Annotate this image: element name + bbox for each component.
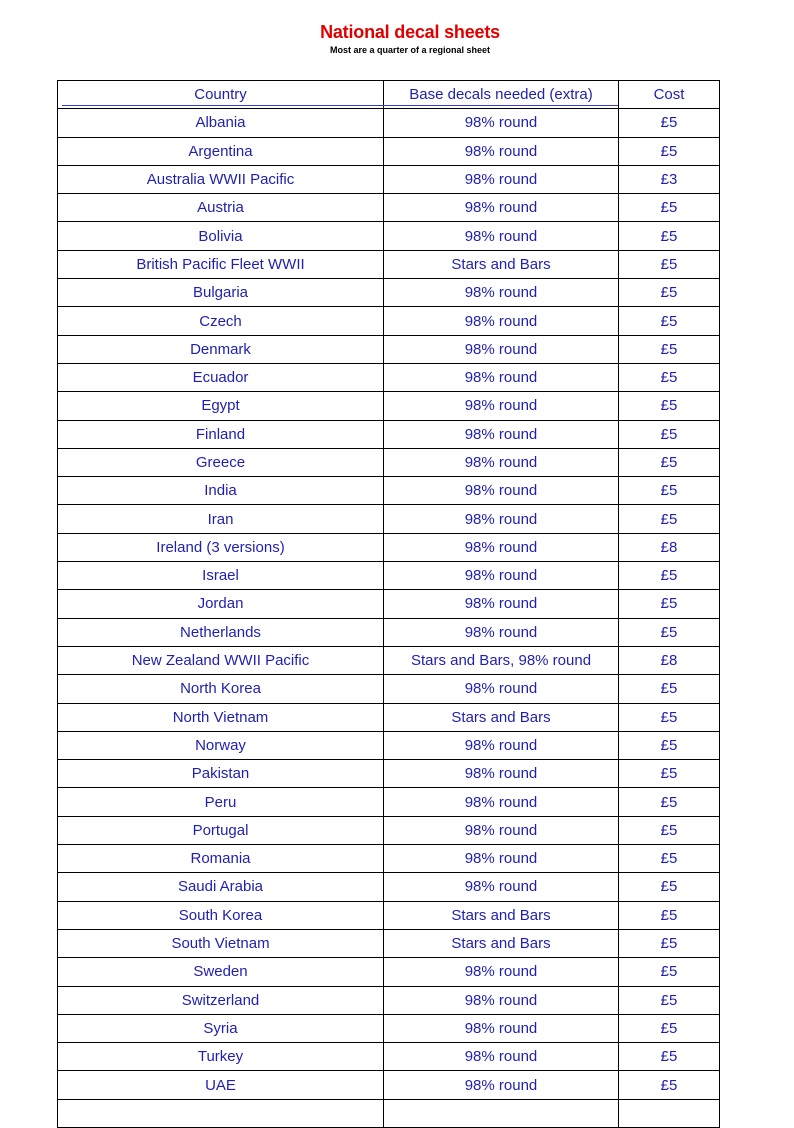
column-header-country: Country bbox=[58, 81, 384, 109]
cell-base-decals: 98% round bbox=[384, 222, 619, 250]
cell-country: Ecuador bbox=[58, 363, 384, 391]
cell-cost: £5 bbox=[619, 901, 720, 929]
cell-cost: £8 bbox=[619, 646, 720, 674]
cell-cost: £5 bbox=[619, 279, 720, 307]
cell-cost: £5 bbox=[619, 505, 720, 533]
cell-base-decals: Stars and Bars bbox=[384, 929, 619, 957]
table-row bbox=[58, 986, 720, 1014]
header-underline bbox=[62, 105, 618, 106]
cell-cost: £5 bbox=[619, 250, 720, 278]
table-row bbox=[58, 137, 720, 165]
cell-base-decals: 98% round bbox=[384, 675, 619, 703]
cell-country: Greece bbox=[58, 448, 384, 476]
cell-cost: £5 bbox=[619, 109, 720, 137]
column-header-base-decals: Base decals needed (extra) bbox=[384, 81, 619, 109]
cell-cost: £5 bbox=[619, 307, 720, 335]
cell-country: North Korea bbox=[58, 675, 384, 703]
cell-cost: £5 bbox=[619, 845, 720, 873]
table-row bbox=[58, 533, 720, 561]
cell-base-decals: 98% round bbox=[384, 109, 619, 137]
cell-cost: £5 bbox=[619, 929, 720, 957]
cell-country: Egypt bbox=[58, 392, 384, 420]
cell-country bbox=[58, 1099, 384, 1127]
cell-cost: £5 bbox=[619, 562, 720, 590]
table-row bbox=[58, 901, 720, 929]
table-row bbox=[58, 958, 720, 986]
table-row bbox=[58, 392, 720, 420]
cell-cost bbox=[619, 1099, 720, 1127]
table-row bbox=[58, 1099, 720, 1127]
table-row bbox=[58, 335, 720, 363]
cell-base-decals: 98% round bbox=[384, 986, 619, 1014]
table-row bbox=[58, 675, 720, 703]
cell-cost: £5 bbox=[619, 194, 720, 222]
table-row bbox=[58, 363, 720, 391]
table-row bbox=[58, 279, 720, 307]
cell-base-decals: 98% round bbox=[384, 1014, 619, 1042]
cell-country: British Pacific Fleet WWII bbox=[58, 250, 384, 278]
cell-country: Norway bbox=[58, 731, 384, 759]
cell-country: South Vietnam bbox=[58, 929, 384, 957]
cell-base-decals: 98% round bbox=[384, 363, 619, 391]
cell-base-decals: 98% round bbox=[384, 533, 619, 561]
cell-country: Iran bbox=[58, 505, 384, 533]
page-subtitle: Most are a quarter of a regional sheet bbox=[329, 45, 491, 55]
cell-country: Peru bbox=[58, 788, 384, 816]
cell-cost: £5 bbox=[619, 788, 720, 816]
cell-base-decals: 98% round bbox=[384, 137, 619, 165]
table-row bbox=[58, 618, 720, 646]
table-row bbox=[58, 816, 720, 844]
cell-cost: £3 bbox=[619, 165, 720, 193]
cell-country: Israel bbox=[58, 562, 384, 590]
cell-country: Czech bbox=[58, 307, 384, 335]
table-row bbox=[58, 109, 720, 137]
page-title: National decal sheets bbox=[320, 22, 500, 42]
cell-country: India bbox=[58, 477, 384, 505]
cell-cost: £5 bbox=[619, 618, 720, 646]
table-row bbox=[58, 477, 720, 505]
cell-country: Jordan bbox=[58, 590, 384, 618]
table-row bbox=[58, 845, 720, 873]
cell-base-decals: Stars and Bars bbox=[384, 901, 619, 929]
cell-base-decals: 98% round bbox=[384, 307, 619, 335]
table-row bbox=[58, 250, 720, 278]
cell-cost: £5 bbox=[619, 222, 720, 250]
cell-country: Turkey bbox=[58, 1043, 384, 1071]
cell-cost: £5 bbox=[619, 477, 720, 505]
cell-base-decals: 98% round bbox=[384, 873, 619, 901]
cell-base-decals: 98% round bbox=[384, 845, 619, 873]
cell-country: Albania bbox=[58, 109, 384, 137]
table-row bbox=[58, 420, 720, 448]
table-row bbox=[58, 703, 720, 731]
cell-base-decals bbox=[384, 1099, 619, 1127]
cell-country: Netherlands bbox=[58, 618, 384, 646]
cell-country: Saudi Arabia bbox=[58, 873, 384, 901]
cell-cost: £5 bbox=[619, 392, 720, 420]
cell-country: Sweden bbox=[58, 958, 384, 986]
table-row bbox=[58, 562, 720, 590]
table-row bbox=[58, 165, 720, 193]
cell-base-decals: 98% round bbox=[384, 562, 619, 590]
cell-country: Finland bbox=[58, 420, 384, 448]
cell-base-decals: 98% round bbox=[384, 194, 619, 222]
cell-country: Bolivia bbox=[58, 222, 384, 250]
cell-base-decals: 98% round bbox=[384, 420, 619, 448]
cell-base-decals: 98% round bbox=[384, 477, 619, 505]
cell-country: South Korea bbox=[58, 901, 384, 929]
cell-cost: £5 bbox=[619, 1043, 720, 1071]
cell-country: North Vietnam bbox=[58, 703, 384, 731]
table-body bbox=[58, 109, 720, 1128]
cell-base-decals: 98% round bbox=[384, 448, 619, 476]
cell-base-decals: Stars and Bars, 98% round bbox=[384, 646, 619, 674]
cell-country: Bulgaria bbox=[58, 279, 384, 307]
cell-base-decals: 98% round bbox=[384, 788, 619, 816]
cell-cost: £5 bbox=[619, 986, 720, 1014]
table-row bbox=[58, 873, 720, 901]
cell-cost: £5 bbox=[619, 760, 720, 788]
column-header-cost: Cost bbox=[619, 81, 720, 109]
cell-country: Romania bbox=[58, 845, 384, 873]
table-row bbox=[58, 1014, 720, 1042]
cell-base-decals: 98% round bbox=[384, 816, 619, 844]
cell-base-decals: 98% round bbox=[384, 731, 619, 759]
cell-base-decals: 98% round bbox=[384, 760, 619, 788]
cell-country: Pakistan bbox=[58, 760, 384, 788]
cell-base-decals: 98% round bbox=[384, 1071, 619, 1099]
table-row bbox=[58, 505, 720, 533]
cell-base-decals: 98% round bbox=[384, 618, 619, 646]
cell-country: Syria bbox=[58, 1014, 384, 1042]
table-row bbox=[58, 646, 720, 674]
cell-cost: £5 bbox=[619, 448, 720, 476]
cell-country: Denmark bbox=[58, 335, 384, 363]
cell-base-decals: 98% round bbox=[384, 392, 619, 420]
cell-country: Portugal bbox=[58, 816, 384, 844]
cell-country: UAE bbox=[58, 1071, 384, 1099]
cell-cost: £5 bbox=[619, 703, 720, 731]
table-row bbox=[58, 1071, 720, 1099]
cell-base-decals: Stars and Bars bbox=[384, 703, 619, 731]
cell-base-decals: 98% round bbox=[384, 279, 619, 307]
cell-country: Australia WWII Pacific bbox=[58, 165, 384, 193]
cell-base-decals: 98% round bbox=[384, 958, 619, 986]
table-row bbox=[58, 194, 720, 222]
cell-base-decals: 98% round bbox=[384, 335, 619, 363]
cell-cost: £5 bbox=[619, 958, 720, 986]
cell-cost: £5 bbox=[619, 335, 720, 363]
cell-country: Ireland (3 versions) bbox=[58, 533, 384, 561]
cell-base-decals: 98% round bbox=[384, 505, 619, 533]
cell-base-decals: 98% round bbox=[384, 1043, 619, 1071]
cell-base-decals: 98% round bbox=[384, 590, 619, 618]
cell-cost: £5 bbox=[619, 675, 720, 703]
cell-base-decals: Stars and Bars bbox=[384, 250, 619, 278]
cell-base-decals: 98% round bbox=[384, 165, 619, 193]
decal-price-table bbox=[57, 80, 720, 1128]
table-row bbox=[58, 760, 720, 788]
cell-cost: £5 bbox=[619, 816, 720, 844]
table-row bbox=[58, 222, 720, 250]
table-row bbox=[58, 448, 720, 476]
table-row bbox=[58, 731, 720, 759]
cell-cost: £8 bbox=[619, 533, 720, 561]
cell-country: Switzerland bbox=[58, 986, 384, 1014]
table-row bbox=[58, 929, 720, 957]
cell-country: Austria bbox=[58, 194, 384, 222]
cell-cost: £5 bbox=[619, 1071, 720, 1099]
table-row bbox=[58, 307, 720, 335]
cell-cost: £5 bbox=[619, 731, 720, 759]
cell-country: New Zealand WWII Pacific bbox=[58, 646, 384, 674]
cell-cost: £5 bbox=[619, 873, 720, 901]
cell-cost: £5 bbox=[619, 1014, 720, 1042]
cell-cost: £5 bbox=[619, 590, 720, 618]
cell-cost: £5 bbox=[619, 420, 720, 448]
table-row bbox=[58, 590, 720, 618]
cell-cost: £5 bbox=[619, 137, 720, 165]
cell-country: Argentina bbox=[58, 137, 384, 165]
cell-cost: £5 bbox=[619, 363, 720, 391]
table-row bbox=[58, 1043, 720, 1071]
table-row bbox=[58, 788, 720, 816]
